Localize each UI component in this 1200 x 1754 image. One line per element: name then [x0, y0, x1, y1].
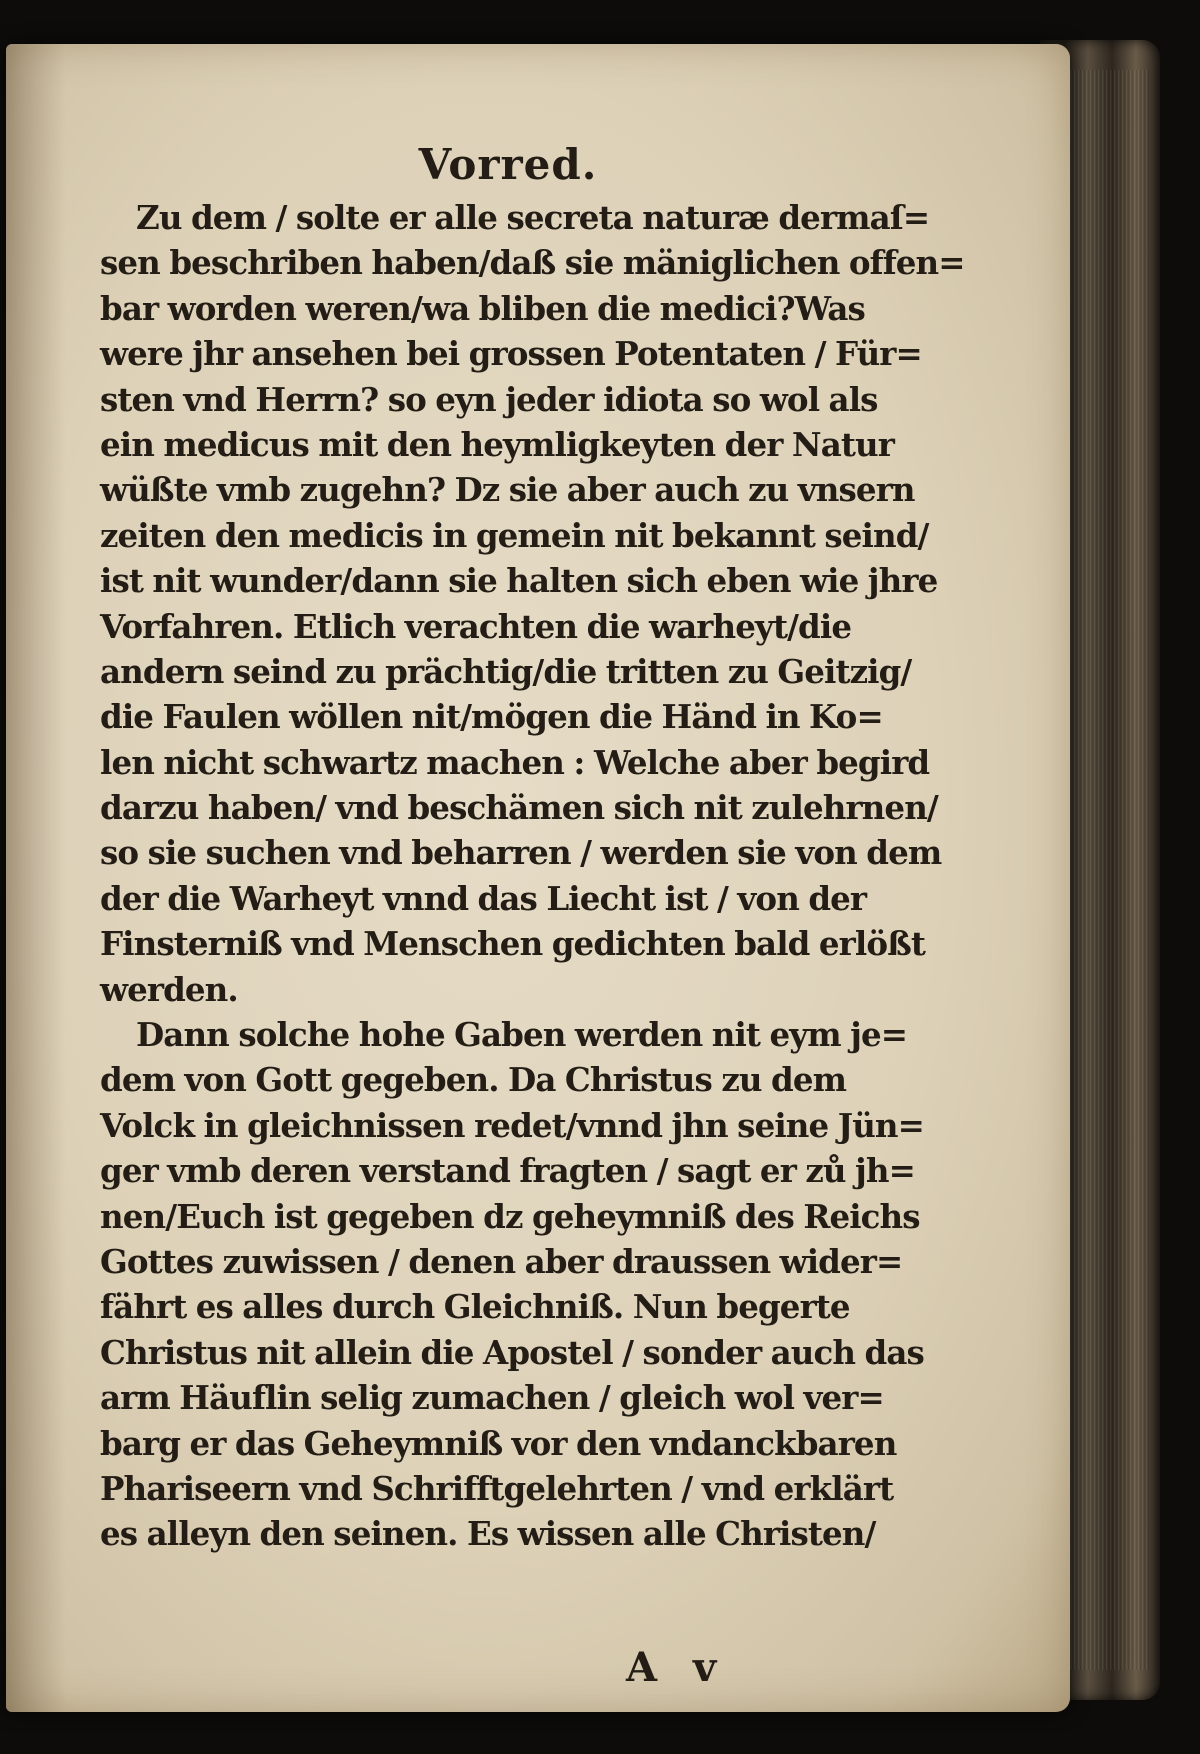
- text-line: Zu dem / solte er alle secreta naturæ dermaſ=: [136, 198, 930, 237]
- text-line: zeiten den medicis in gemein nit bekannt seind/: [100, 515, 929, 555]
- text-line: darzu haben/ vnd beschämen sich nit zulehrnen/: [100, 788, 938, 828]
- text-line: andern seind zu prächtig/die tritten zu Geitzig/: [100, 651, 912, 691]
- text-line: nen/Euch ist gegeben dz geheymniß des Reichs: [100, 1196, 920, 1236]
- text-line: fährt es alles durch Gleichniß. Nun begerte: [100, 1287, 850, 1327]
- text-line: die Faulen wöllen nit/mögen die Händ in Ko=: [100, 697, 883, 737]
- text-line: Gottes zuwissen / denen aber draussen wider=: [100, 1241, 903, 1281]
- paragraph-1: [100, 195, 965, 1012]
- running-head: Vorred.: [418, 140, 598, 189]
- paragraph-2: [100, 1012, 924, 1557]
- text-line: sen beschriben haben/daß sie mäniglichen offen=: [100, 243, 965, 283]
- page-gutter: [6, 44, 66, 1712]
- text-line: arm Häuflin selig zumachen / gleich wol ver=: [100, 1378, 884, 1418]
- text-line: so sie suchen vnd beharren / werden sie von dem: [100, 833, 942, 873]
- text-line: dem von Gott gegeben. Da Christus zu dem: [100, 1060, 847, 1100]
- signature-mark: A v: [626, 1644, 717, 1691]
- book-page: [6, 44, 1070, 1712]
- text-line: Finsterniß vnd Menschen gedichten bald erlößt: [100, 924, 926, 964]
- text-line: Dann solche hohe Gaben werden nit eym je=: [136, 1015, 908, 1055]
- text-line: wüßte vmb zugehn? Dz sie aber auch zu vnsern: [100, 470, 915, 510]
- text-line: barg er das Geheymniß vor den vndanckbaren: [100, 1423, 897, 1463]
- text-line: ger vmb deren verstand fragten / sagt er zů jh=: [100, 1151, 915, 1191]
- text-block: [100, 140, 965, 1557]
- text-line: Vorfahren. Etlich verachten die warheyt/die: [100, 606, 852, 646]
- text-line: len nicht schwartz machen : Welche aber begird: [100, 742, 930, 782]
- text-line: Phariseern vnd Schrifftgelehrten / vnd erklärt: [100, 1468, 894, 1508]
- text-line: werden.: [100, 969, 238, 1009]
- text-line: sten vnd Herrn? so eyn jeder idiota so wol als: [100, 379, 878, 419]
- text-line: der die Warheyt vnnd das Liecht ist / von der: [100, 878, 867, 918]
- text-line: Volck in gleichnissen redet/vnnd jhn seine Jün=: [100, 1105, 924, 1145]
- text-line: Christus nit allein die Apostel / sonder auch das: [100, 1332, 924, 1372]
- text-line: ein medicus mit den heymligkeyten der Natur: [100, 424, 894, 464]
- text-line: es alleyn den seinen. Es wissen alle Christen/: [100, 1514, 876, 1554]
- text-line: were jhr ansehen bei grossen Potentaten / Für=: [100, 334, 922, 374]
- text-line: ist nit wunder/dann sie halten sich eben wie jhre: [100, 561, 938, 601]
- text-line: bar worden weren/wa bliben die medici?Was: [100, 288, 865, 328]
